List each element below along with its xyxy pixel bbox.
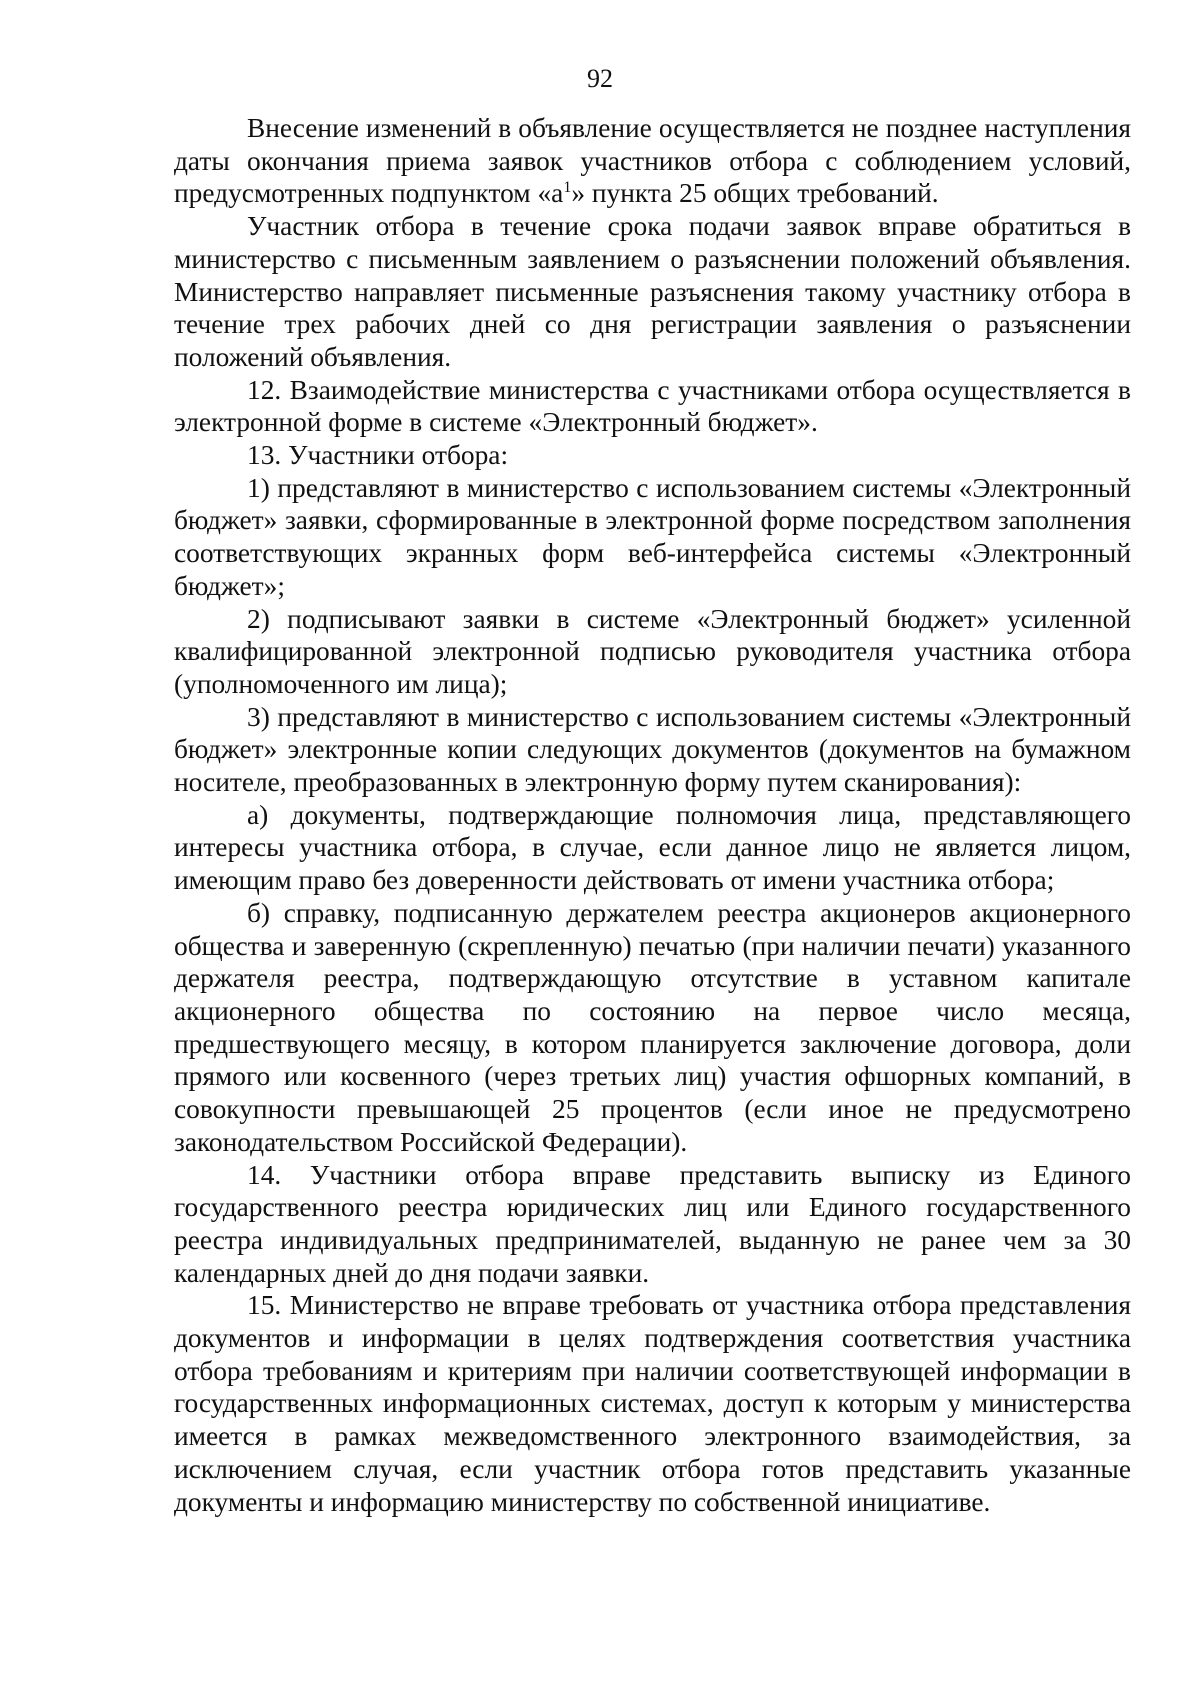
paragraph-subitem-b: б) справку, подписанную держателем реестра акционеров акционерного общества и заверенную (скрепленную) печатью (при наличии печати) указанного держателя реестра, подтверждающую отсутствие в уставном капитале акционерного общества по состоянию на первое число месяца, предшествующего месяцу, в котором планируется заключение договора, доли прямого или косвенного (через третьих лиц) участия офшорных компаний, в совокупности превышающей 25 процентов (если иное не предусмотрено законодательством Российской Федерации). [174,897,1131,1157]
paragraph-item-15: 15. Министерство не вправе требовать от участника отбора представления документов и информации в целях подтверждения соответствия участника отбора требованиям и критериям при наличии соответствующей информации в государственных информационных системах, доступ к которым у министерства имеется в рамках межведомственного электронного взаимодействия, за исключением случая, если участник отбора готов представить указанные документы и информацию министерству по собственной инициативе. [174,1290,1131,1517]
superscript: 1 [563,179,572,197]
paragraph-announcement-changes [174,112,1131,210]
paragraph-subitem-1: 1) представляют в министерство с использованием системы «Электронный бюджет» заявки, сформированные в электронной форме посредством заполнения соответствующих экранных форм веб-интерфейса системы «Электронный бюджет»; [174,472,1131,601]
paragraph-clarification-request: Участник отбора в течение срока подачи заявок вправе обратиться в министерство с письменным заявлением о разъяснении положений объявления. Министерство направляет письменные разъяснения такому участнику отбора в течение трех рабочих дней со дня регистрации заявления о разъяснении положений объявления. [174,211,1131,372]
paragraph-subitem-a: а) документы, подтверждающие полномочия лица, представляющего интересы участника отбора, в случае, если данное лицо не является лицом, имеющим право без доверенности действовать от имени участника отбора; [174,799,1131,896]
page-number: 92 [587,64,613,93]
paragraph-item-12: 12. Взаимодействие министерства с участниками отбора осуществляется в электронной форме в системе «Электронный бюджет». [174,374,1131,438]
paragraph-text: » пункта 25 общих требований. [571,178,939,209]
document-body [174,112,1131,1518]
paragraph-item-13: 13. Участники отбора: [247,440,509,471]
paragraph-text: Внесение изменений в объявление осуществляется не позднее наступления даты окончания приема заявок участников отбора с соблюдением условий, предусмотренных подпунктом «а [174,113,1131,209]
paragraph-subitem-2: 2) подписывают заявки в системе «Электронный бюджет» усиленной квалифицированной электронной подписью руководителя участника отбора (уполномоченного им лица); [174,603,1131,699]
paragraph-item-14: 14. Участники отбора вправе представить выписку из Единого государственного реестра юридических лиц или Единого государственного реестра индивидуальных предпринимателей, выданную не ранее чем за 30 календарных дней до дня подачи заявки. [174,1159,1131,1288]
paragraph-subitem-3: 3) представляют в министерство с использованием системы «Электронный бюджет» электронные копии следующих документов (документов на бумажном носителе, преобразованных в электронную форму путем сканирования): [174,701,1131,798]
